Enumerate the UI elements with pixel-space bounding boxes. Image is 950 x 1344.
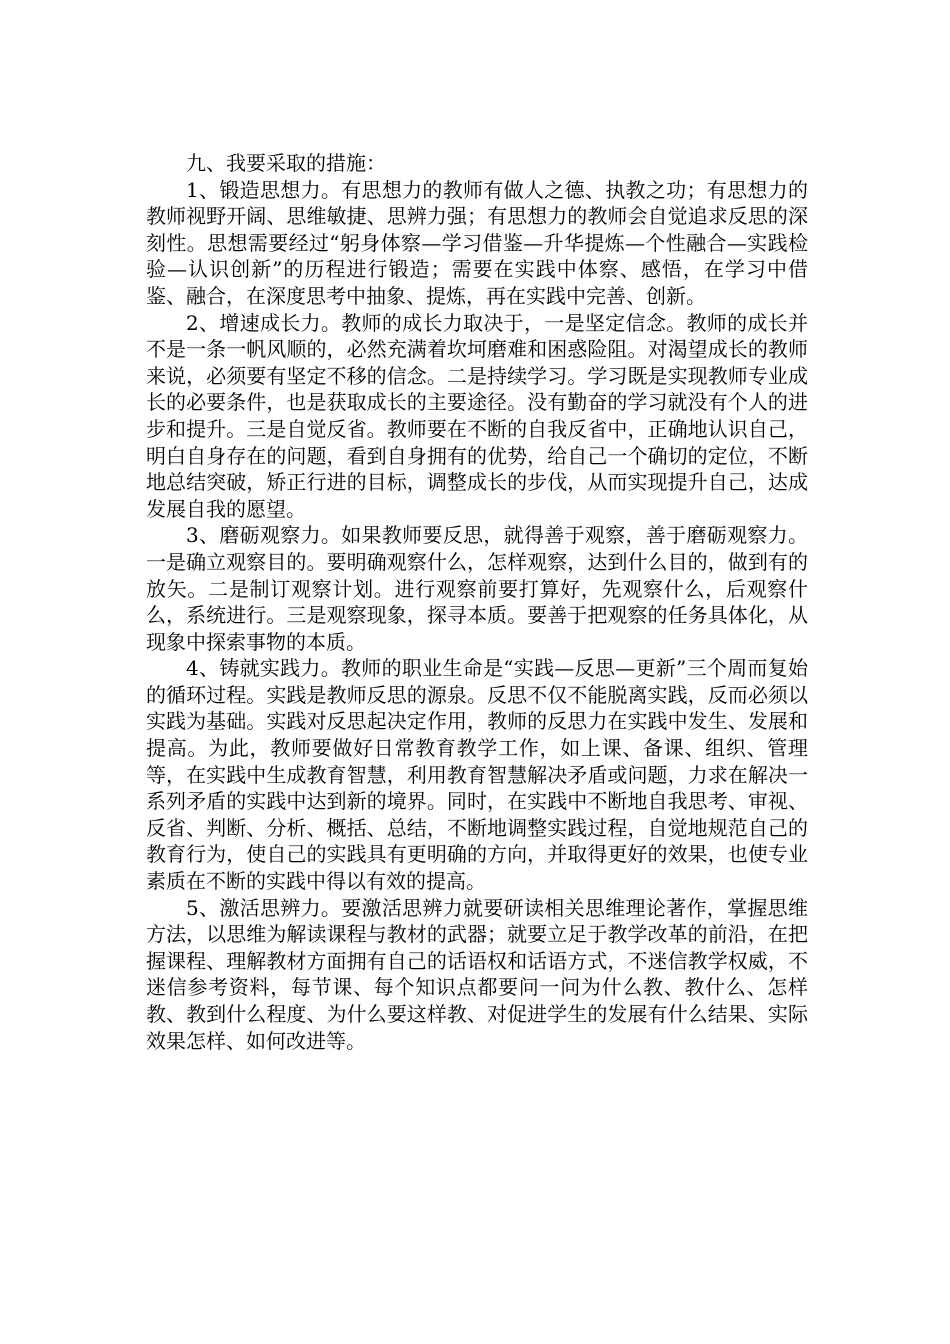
paragraph-observation: 3、磨砺观察力。如果教师要反思，就得善于观察，善于磨砺观察力。一是确立观察目的。要明确观察什么，怎样观察，达到什么目的，做到有的放矢。二是制订观察计划。进行观察前要打算好，先观察什么，后观察什么，系统进行。三是观察现象，探寻本质。要善于把观察的任务具体化，从现象中探索事物的本质。 [146,523,808,654]
section-heading: 九、我要采取的措施： [186,151,386,175]
paragraph-practice: 4、铸就实践力。教师的职业生命是“实践—反思—更新”三个周而复始的循环过程。实践是教师反思的源泉。反思不仅不能脱离实践，反而必须以实践为基础。实践对反思起决定作用，教师的反思力在实践中发生、发展和提高。为此，教师要做好日常教育教学工作，如上课、备课、组织、管理等，在实践中生成教育智慧，利用教育智慧解决矛盾或问题，力求在解决一系列矛盾的实践中达到新的境界。同时，在实践中不断地自我思考、审视、反省、判断、分析、概括、总结，不断地调整实践过程，自觉地规范自己的教育行为，使自己的实践具有更明确的方向，并取得更好的效果，也使专业素质在不断的实践中得以有效的提高。 [146,656,808,894]
paragraph-thinking: 1、锻造思想力。有思想力的教师有做人之德、执教之功；有思想力的教师视野开阔、思维敏捷、思辨力强；有思想力的教师会自觉追求反思的深刻性。思想需要经过“躬身体察—学习借鉴—升华提炼—个性融合—实践检验—认识创新”的历程进行锻造；需要在实践中体察、感悟，在学习中借鉴、融合，在深度思考中抽象、提炼，再在实践中完善、创新。 [146,177,808,308]
paragraph-growth: 2、增速成长力。教师的成长力取决于，一是坚定信念。教师的成长并不是一条一帆风顺的，必然充满着坎坷磨难和困惑险阻。对渴望成长的教师来说，必须要有坚定不移的信念。二是持续学习。学习既是实现教师专业成长的必要条件，也是获取成长的主要途径。没有勤奋的学习就没有个人的进步和提升。三是自觉反省。教师要在不断的自我反省中，正确地认识自己，明白自身存在的问题，看到自身拥有的优势，给自己一个确切的定位，不断地总结突破，矫正行进的目标，调整成长的步伐，从而实现提升自己，达成发展自我的愿望。 [146,310,808,521]
paragraph-critical-thinking: 5、激活思辨力。要激活思辨力就要研读相关思维理论著作，掌握思维方法，以思维为解读课程与教材的武器；就要立足于教学改革的前沿，在把握课程、理解教材方面拥有自己的话语权和话语方式，不迷信教学权威，不迷信参考资料，每节课、每个知识点都要问一问为什么教、教什么、怎样教、教到什么程度、为什么要这样教、对促进学生的发展有什么结果、实际效果怎样、如何改进等。 [146,895,808,1053]
document-page [146,150,808,1054]
